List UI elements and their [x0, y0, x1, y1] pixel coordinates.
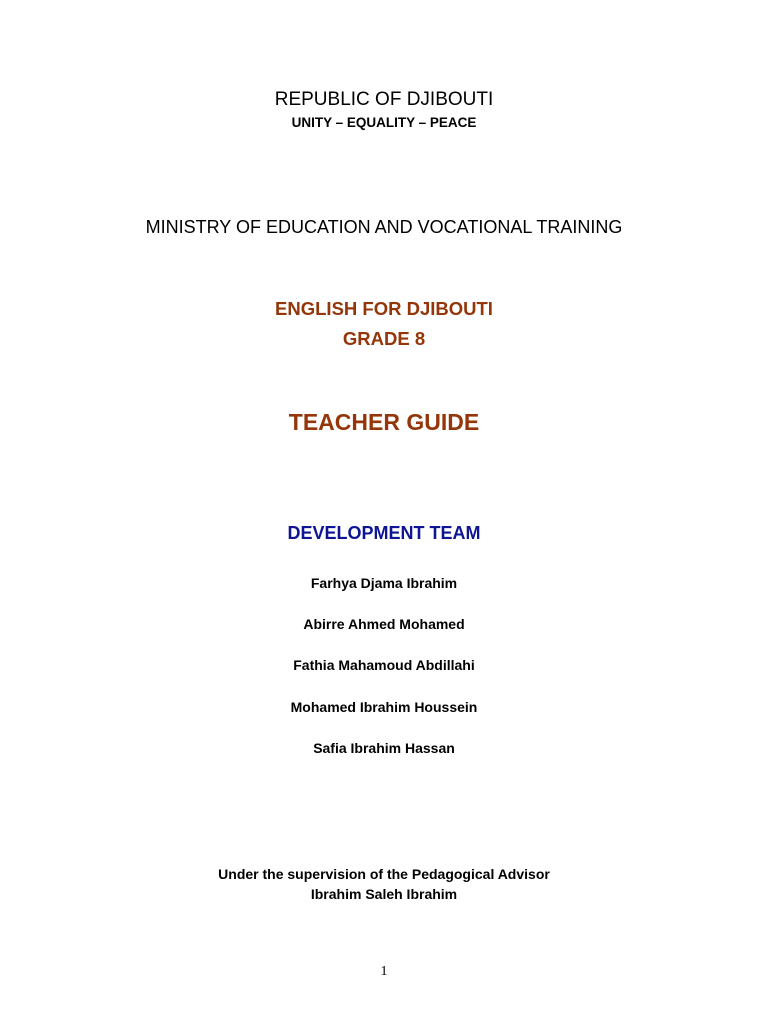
book-title: ENGLISH FOR DJIBOUTI [275, 298, 493, 319]
ministry-name: MINISTRY OF EDUCATION AND VOCATIONAL TRAINING [145, 217, 623, 237]
team-member: Mohamed Ibrahim Houssein [290, 699, 478, 715]
team-member: Farhya Djama Ibrahim [310, 575, 458, 591]
team-member: Abirre Ahmed Mohamed [303, 616, 465, 632]
country-name: REPUBLIC OF DJIBOUTI [274, 89, 494, 110]
page-number: 1 [380, 964, 388, 979]
team-member: Safia Ibrahim Hassan [313, 740, 455, 756]
team-heading: DEVELOPMENT TEAM [287, 523, 481, 543]
advisor-name: Ibrahim Saleh Ibrahim [310, 886, 458, 902]
team-member: Fathia Mahamoud Abdillahi [293, 657, 475, 673]
grade-label: GRADE 8 [342, 328, 426, 349]
national-motto: UNITY – EQUALITY – PEACE [291, 115, 477, 130]
guide-title: TEACHER GUIDE [288, 409, 480, 435]
supervision-label: Under the supervision of the Pedagogical Advisor [218, 866, 550, 882]
